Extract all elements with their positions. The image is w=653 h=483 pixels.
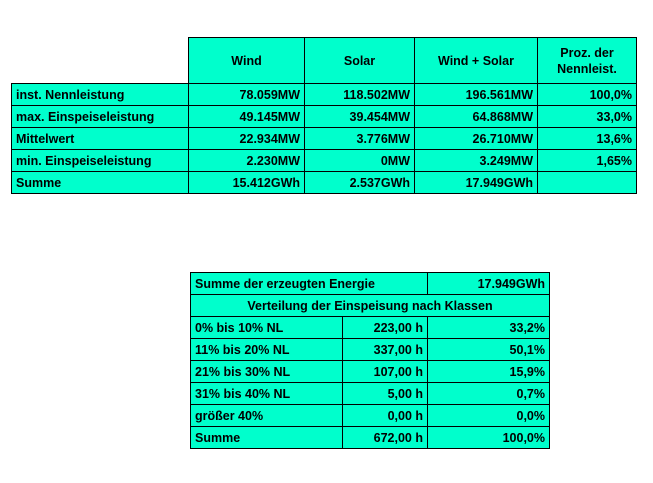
class-hours: 223,00 h (343, 317, 428, 339)
row-label: Mittelwert (12, 128, 189, 150)
wind-value: 22.934MW (189, 128, 305, 150)
header-wind: Wind (189, 38, 305, 84)
class-percent: 33,2% (428, 317, 550, 339)
table-row (12, 106, 637, 128)
combined-value: 64.868MW (415, 106, 538, 128)
total-energy-label: Summe der erzeugten Energie (191, 273, 428, 295)
row-label: Summe (12, 172, 189, 194)
class-label: Summe (191, 427, 343, 449)
class-percent: 50,1% (428, 339, 550, 361)
list-item (191, 317, 550, 339)
wind-value: 78.059MW (189, 84, 305, 106)
list-item (191, 383, 550, 405)
percent-value: 13,6% (538, 128, 637, 150)
percent-value: 100,0% (538, 84, 637, 106)
table-row (12, 150, 637, 172)
class-label: 31% bis 40% NL (191, 383, 343, 405)
class-hours: 337,00 h (343, 339, 428, 361)
combined-value: 17.949GWh (415, 172, 538, 194)
class-percent: 0,0% (428, 405, 550, 427)
header-corner (12, 38, 189, 84)
solar-value: 2.537GWh (305, 172, 415, 194)
distribution-subtitle-row (191, 295, 550, 317)
row-label: max. Einspeiseleistung (12, 106, 189, 128)
list-item (191, 361, 550, 383)
combined-value: 196.561MW (415, 84, 538, 106)
table-row (12, 84, 637, 106)
row-label: min. Einspeiseleistung (12, 150, 189, 172)
table-row (12, 128, 637, 150)
table-row-total (12, 172, 637, 194)
power-summary-header-row (12, 38, 637, 84)
combined-value: 3.249MW (415, 150, 538, 172)
distribution-subtitle: Verteilung der Einspeisung nach Klassen (191, 295, 550, 317)
percent-value: 1,65% (538, 150, 637, 172)
class-label: 0% bis 10% NL (191, 317, 343, 339)
row-label: inst. Nennleistung (12, 84, 189, 106)
percent-value (538, 172, 637, 194)
class-percent: 15,9% (428, 361, 550, 383)
class-hours: 5,00 h (343, 383, 428, 405)
percent-value: 33,0% (538, 106, 637, 128)
wind-value: 49.145MW (189, 106, 305, 128)
header-percent-nominal: Proz. der Nennleist. (538, 38, 637, 84)
list-item (191, 339, 550, 361)
distribution-total-row (191, 273, 550, 295)
power-summary-table (11, 37, 637, 194)
combined-value: 26.710MW (415, 128, 538, 150)
class-hours: 107,00 h (343, 361, 428, 383)
class-percent: 100,0% (428, 427, 550, 449)
wind-value: 15.412GWh (189, 172, 305, 194)
class-label: 11% bis 20% NL (191, 339, 343, 361)
class-percent: 0,7% (428, 383, 550, 405)
solar-value: 118.502MW (305, 84, 415, 106)
list-item (191, 405, 550, 427)
class-hours: 0,00 h (343, 405, 428, 427)
class-label: 21% bis 30% NL (191, 361, 343, 383)
total-energy-value: 17.949GWh (428, 273, 550, 295)
distribution-table (190, 272, 550, 449)
class-hours: 672,00 h (343, 427, 428, 449)
header-wind-solar: Wind + Solar (415, 38, 538, 84)
class-label: größer 40% (191, 405, 343, 427)
solar-value: 39.454MW (305, 106, 415, 128)
wind-value: 2.230MW (189, 150, 305, 172)
header-solar: Solar (305, 38, 415, 84)
solar-value: 0MW (305, 150, 415, 172)
solar-value: 3.776MW (305, 128, 415, 150)
list-item-total (191, 427, 550, 449)
